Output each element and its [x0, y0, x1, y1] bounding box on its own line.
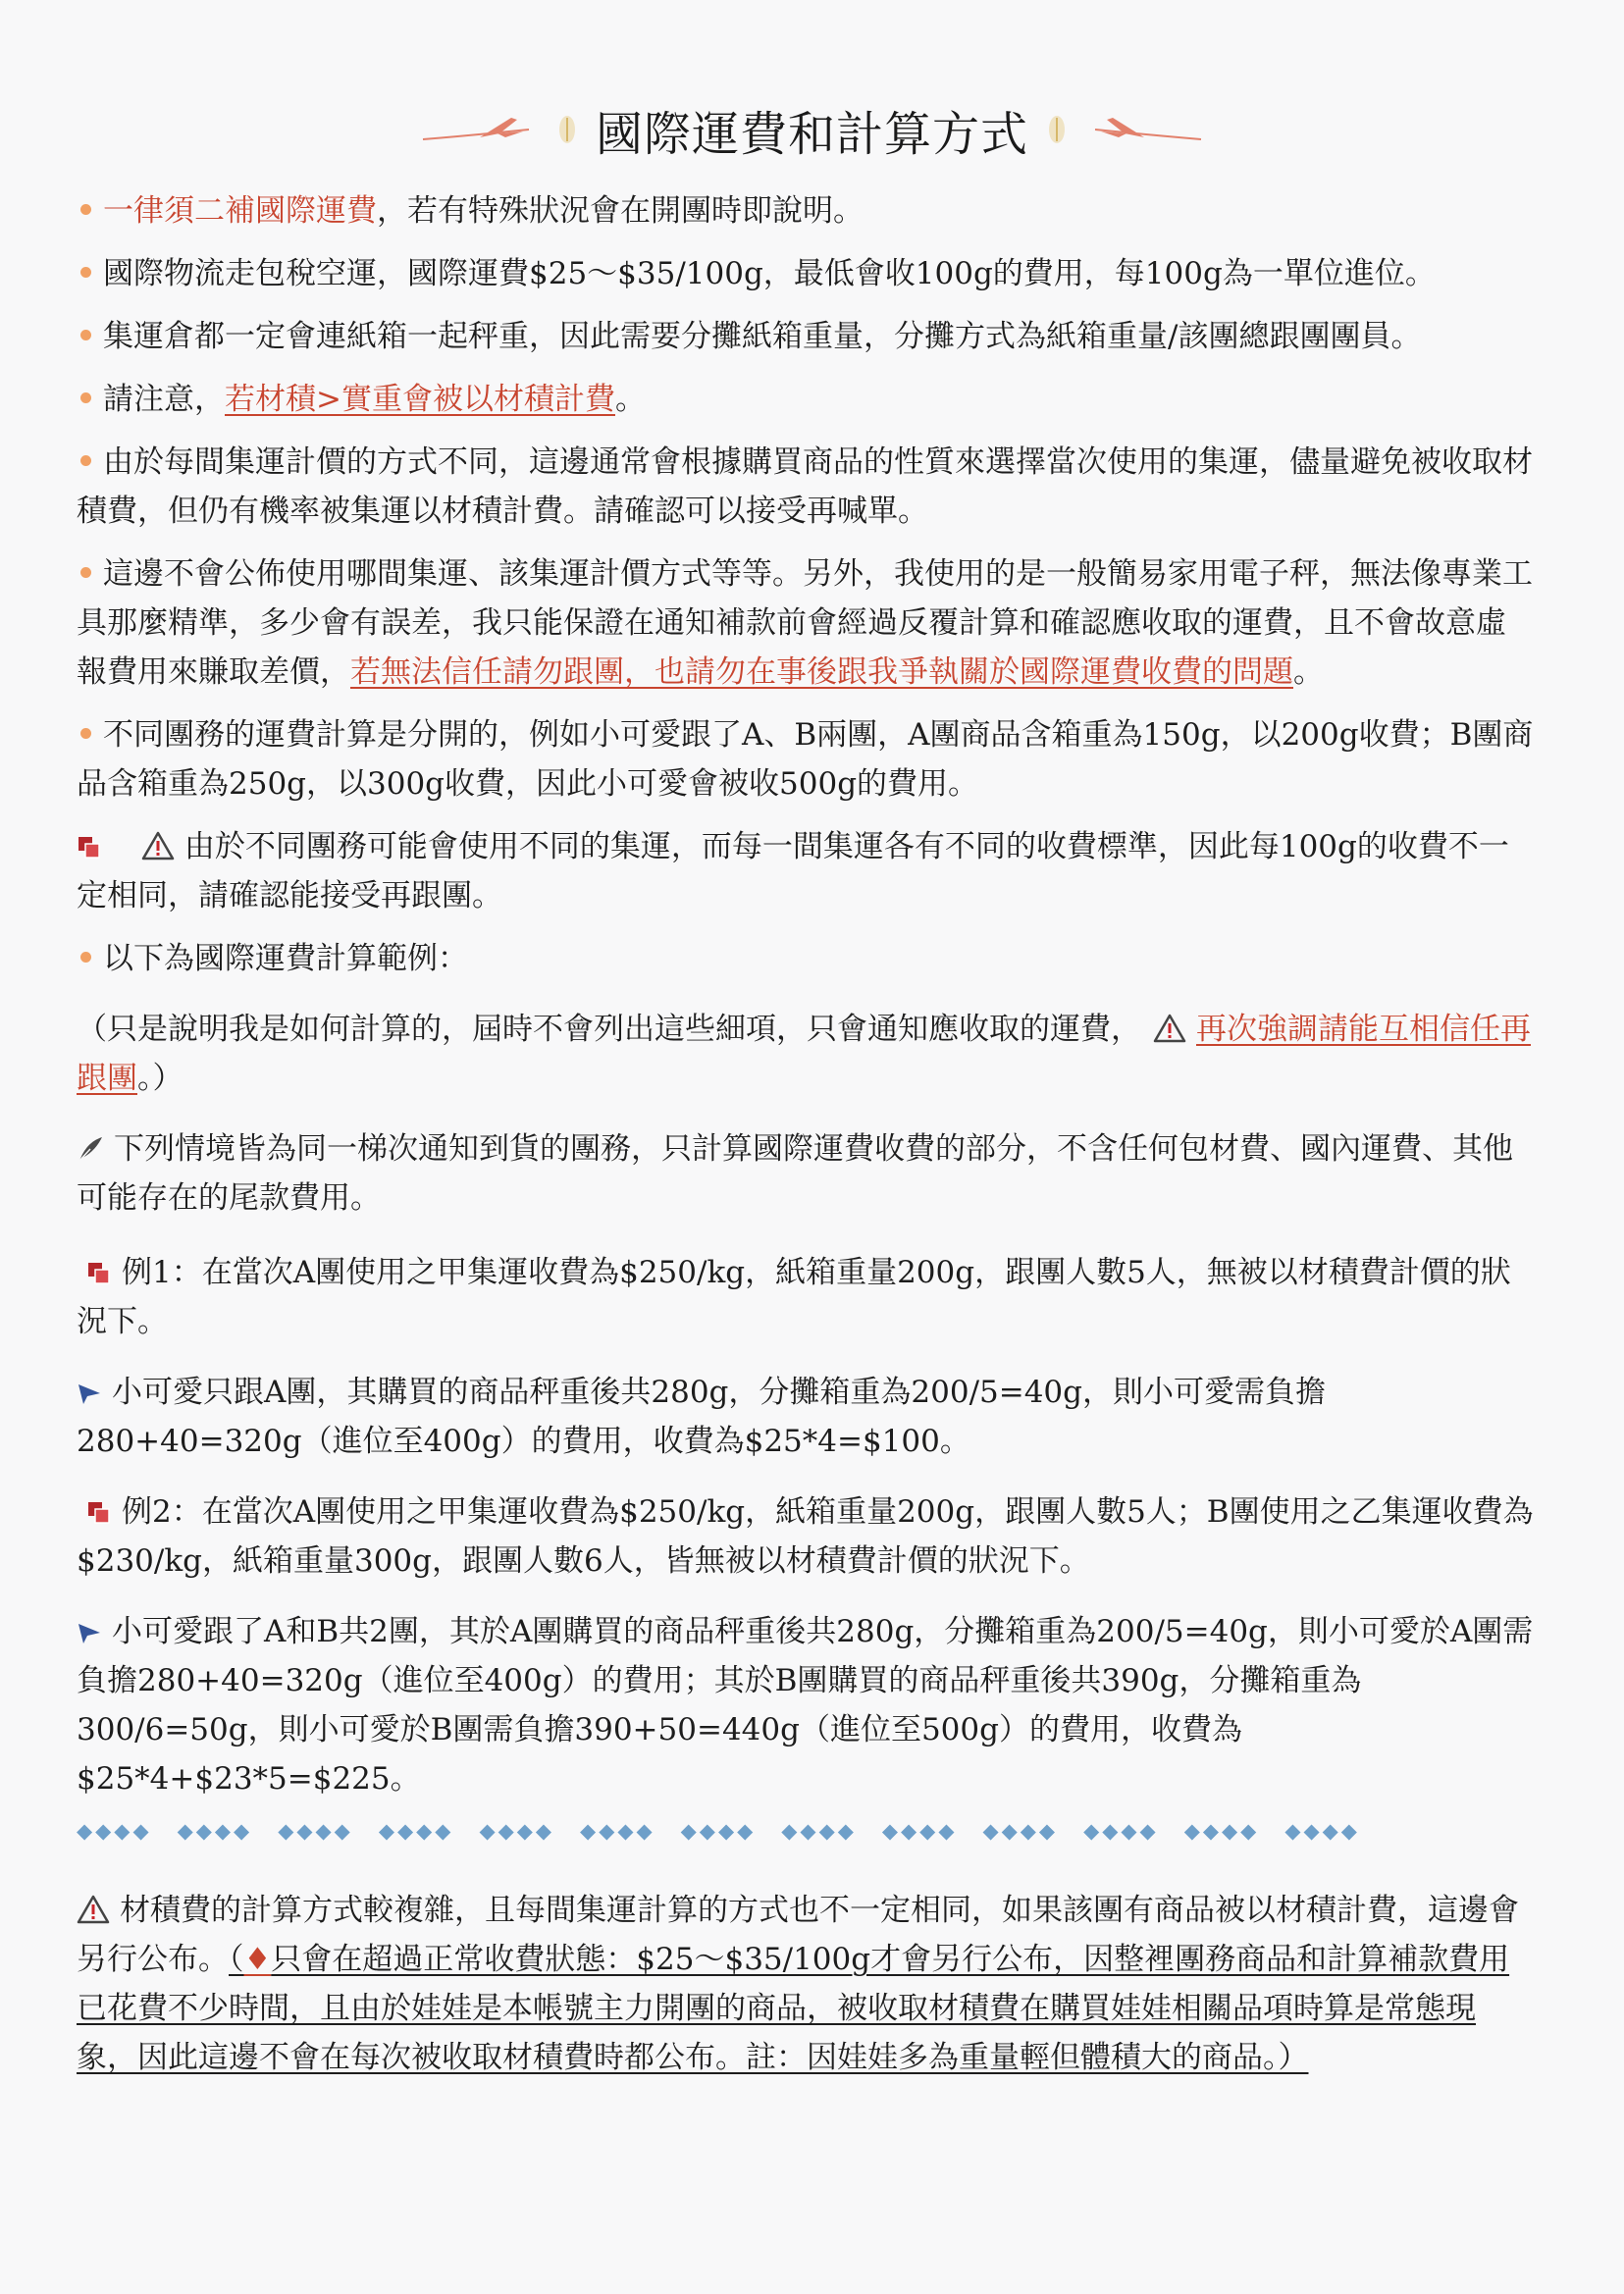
list-item: 以下為國際運費計算範例：: [77, 934, 1534, 983]
warning-icon: [141, 831, 175, 860]
list-item: 一律須二補國際運費，若有特殊狀況會在開團時即說明。: [77, 186, 1534, 235]
bullet-icon: [80, 330, 91, 340]
bird-icon: [421, 110, 539, 149]
diamond-divider: ◆◆◆◆ ◆◆◆◆ ◆◆◆◆ ◆◆◆◆ ◆◆◆◆ ◆◆◆◆ ◆◆◆◆ ◆◆◆◆ ◆◆◆◆ ◆◆◆◆ ◆◆◆◆ ◆◆◆◆ ◆◆◆◆: [77, 1819, 1360, 1843]
list-item: 請注意，若材積>實重會被以材積計費。: [77, 375, 1534, 424]
list-item: 這邊不會公佈使用哪間集運、該集運計價方式等等。另外，我使用的是一般簡易家用電子秤，無法像專業工具那麼精準，多少會有誤差，我只能保證在通知補款前會經過反覆計算和確認應收取的運費，且不會故意虛報費用來賺取差價，若無法信任請勿跟團，也請勿在事後跟我爭執關於國際運費收費的問題。: [77, 556, 1533, 690]
bird-icon: [1085, 110, 1203, 149]
leaf-ornament-icon: [1046, 110, 1068, 149]
list-item: 集運倉都一定會連紙箱一起秤重，因此需要分攤紙箱重量，分攤方式為紙箱重量/該團總跟團團員。: [77, 312, 1534, 361]
note-paragraph: 材積費的計算方式較複雜，且每間集運計算的方式也不一定相同，如果該團有商品被以材積計費，這邊會另行公布。（♦只會在超過正常收費狀態：$25～$35/100g才會另行公布，因整裡團務商品和計算補款費用已花費不少時間，且由於娃娃是本帳號主力開團的商品，被收取材積費在購買娃娃相關品項時算是常態現象，因此這邊不會在每次被收取材積費時都公布。註：因娃娃多為重量輕但體積大的商品。）: [77, 1893, 1519, 2075]
bullet-icon: [80, 267, 91, 278]
list-item: 不同團務的運費計算是分開的，例如小可愛跟了A、B兩團，A團商品含箱重為150g，以200g收費；B團商品含箱重為250g，以300g收費，因此小可愛會被收500g的費用。: [77, 717, 1534, 802]
bullet-icon: [80, 567, 91, 578]
bullet-icon: [80, 455, 91, 466]
quill-icon: [77, 1135, 104, 1163]
bullet-icon: [80, 204, 91, 215]
list-item: 由於每間集運計價的方式不同，這邊通常會根據購買商品的性質來選擇當次使用的集運，儘量避免被收取材積費，但仍有機率被集運以材積計費。請確認可以接受再喊單。: [77, 444, 1533, 529]
note-paragraph: （只是說明我是如何計算的，屆時不會列出這些細項，只會通知應收取的運費， 再次強調請能互相信任再跟團。）: [77, 1012, 1531, 1096]
title-row: [0, 90, 1624, 169]
leaf-ornament-icon: [556, 110, 578, 149]
arrow-icon: [77, 1382, 102, 1406]
example-heading: 例2：在當次A團使用之甲集運收費為$250/kg，紙箱重量200g，跟團人數5人；B團使用之乙集運收費為$230/kg，紙箱重量300g，跟團人數6人，皆無被以材積費計價的狀況下。: [77, 1494, 1534, 1579]
note-paragraph: 下列情境皆為同一梯次通知到貨的團務，只計算國際運費收費的部分，不含任何包材費、國內運費、其他可能存在的尾款費用。: [77, 1131, 1513, 1216]
red-square-icon: [86, 1500, 112, 1526]
warning-icon: [1153, 1014, 1186, 1043]
example-heading: 例1：在當次A團使用之甲集運收費為$250/kg，紙箱重量200g，跟團人數5人，無被以材積費計價的狀況下。: [77, 1255, 1511, 1339]
example-answer: 小可愛只跟A團，其購買的商品秤重後共280g，分攤箱重為200/5=40g，則小可愛需負擔280+40=320g（進位至400g）的費用，收費為$25*4=$100。: [77, 1375, 1326, 1459]
warning-icon: [77, 1895, 110, 1924]
bullet-icon: [80, 392, 91, 403]
page-title: 國際運費和計算方式: [595, 106, 1028, 162]
list-item: 由於不同團務可能會使用不同的集運，而每一間集運各有不同的收費標準，因此每100g的收費不一定相同，請確認能接受再跟團。: [77, 829, 1509, 913]
red-square-icon: [77, 835, 102, 860]
arrow-icon: [77, 1622, 102, 1645]
bullet-icon: [80, 952, 91, 963]
list-item: 國際物流走包稅空運，國際運費$25～$35/100g，最低會收100g的費用，每100g為一單位進位。: [77, 249, 1534, 298]
red-square-icon: [86, 1261, 112, 1286]
bullet-icon: [80, 728, 91, 739]
content: [77, 186, 1534, 2082]
example-answer: 小可愛跟了A和B共2團，其於A團購買的商品秤重後共280g，分攤箱重為200/5=40g，則小可愛於A團需負擔280+40=320g（進位至400g）的費用；其於B團購買的商品秤重後共390g，分攤箱重為300/6=50g，則小可愛於B團需負擔390+50=440g（進位至500g）的費用，收費為$25*4+$23*5=$225。: [77, 1614, 1534, 1797]
